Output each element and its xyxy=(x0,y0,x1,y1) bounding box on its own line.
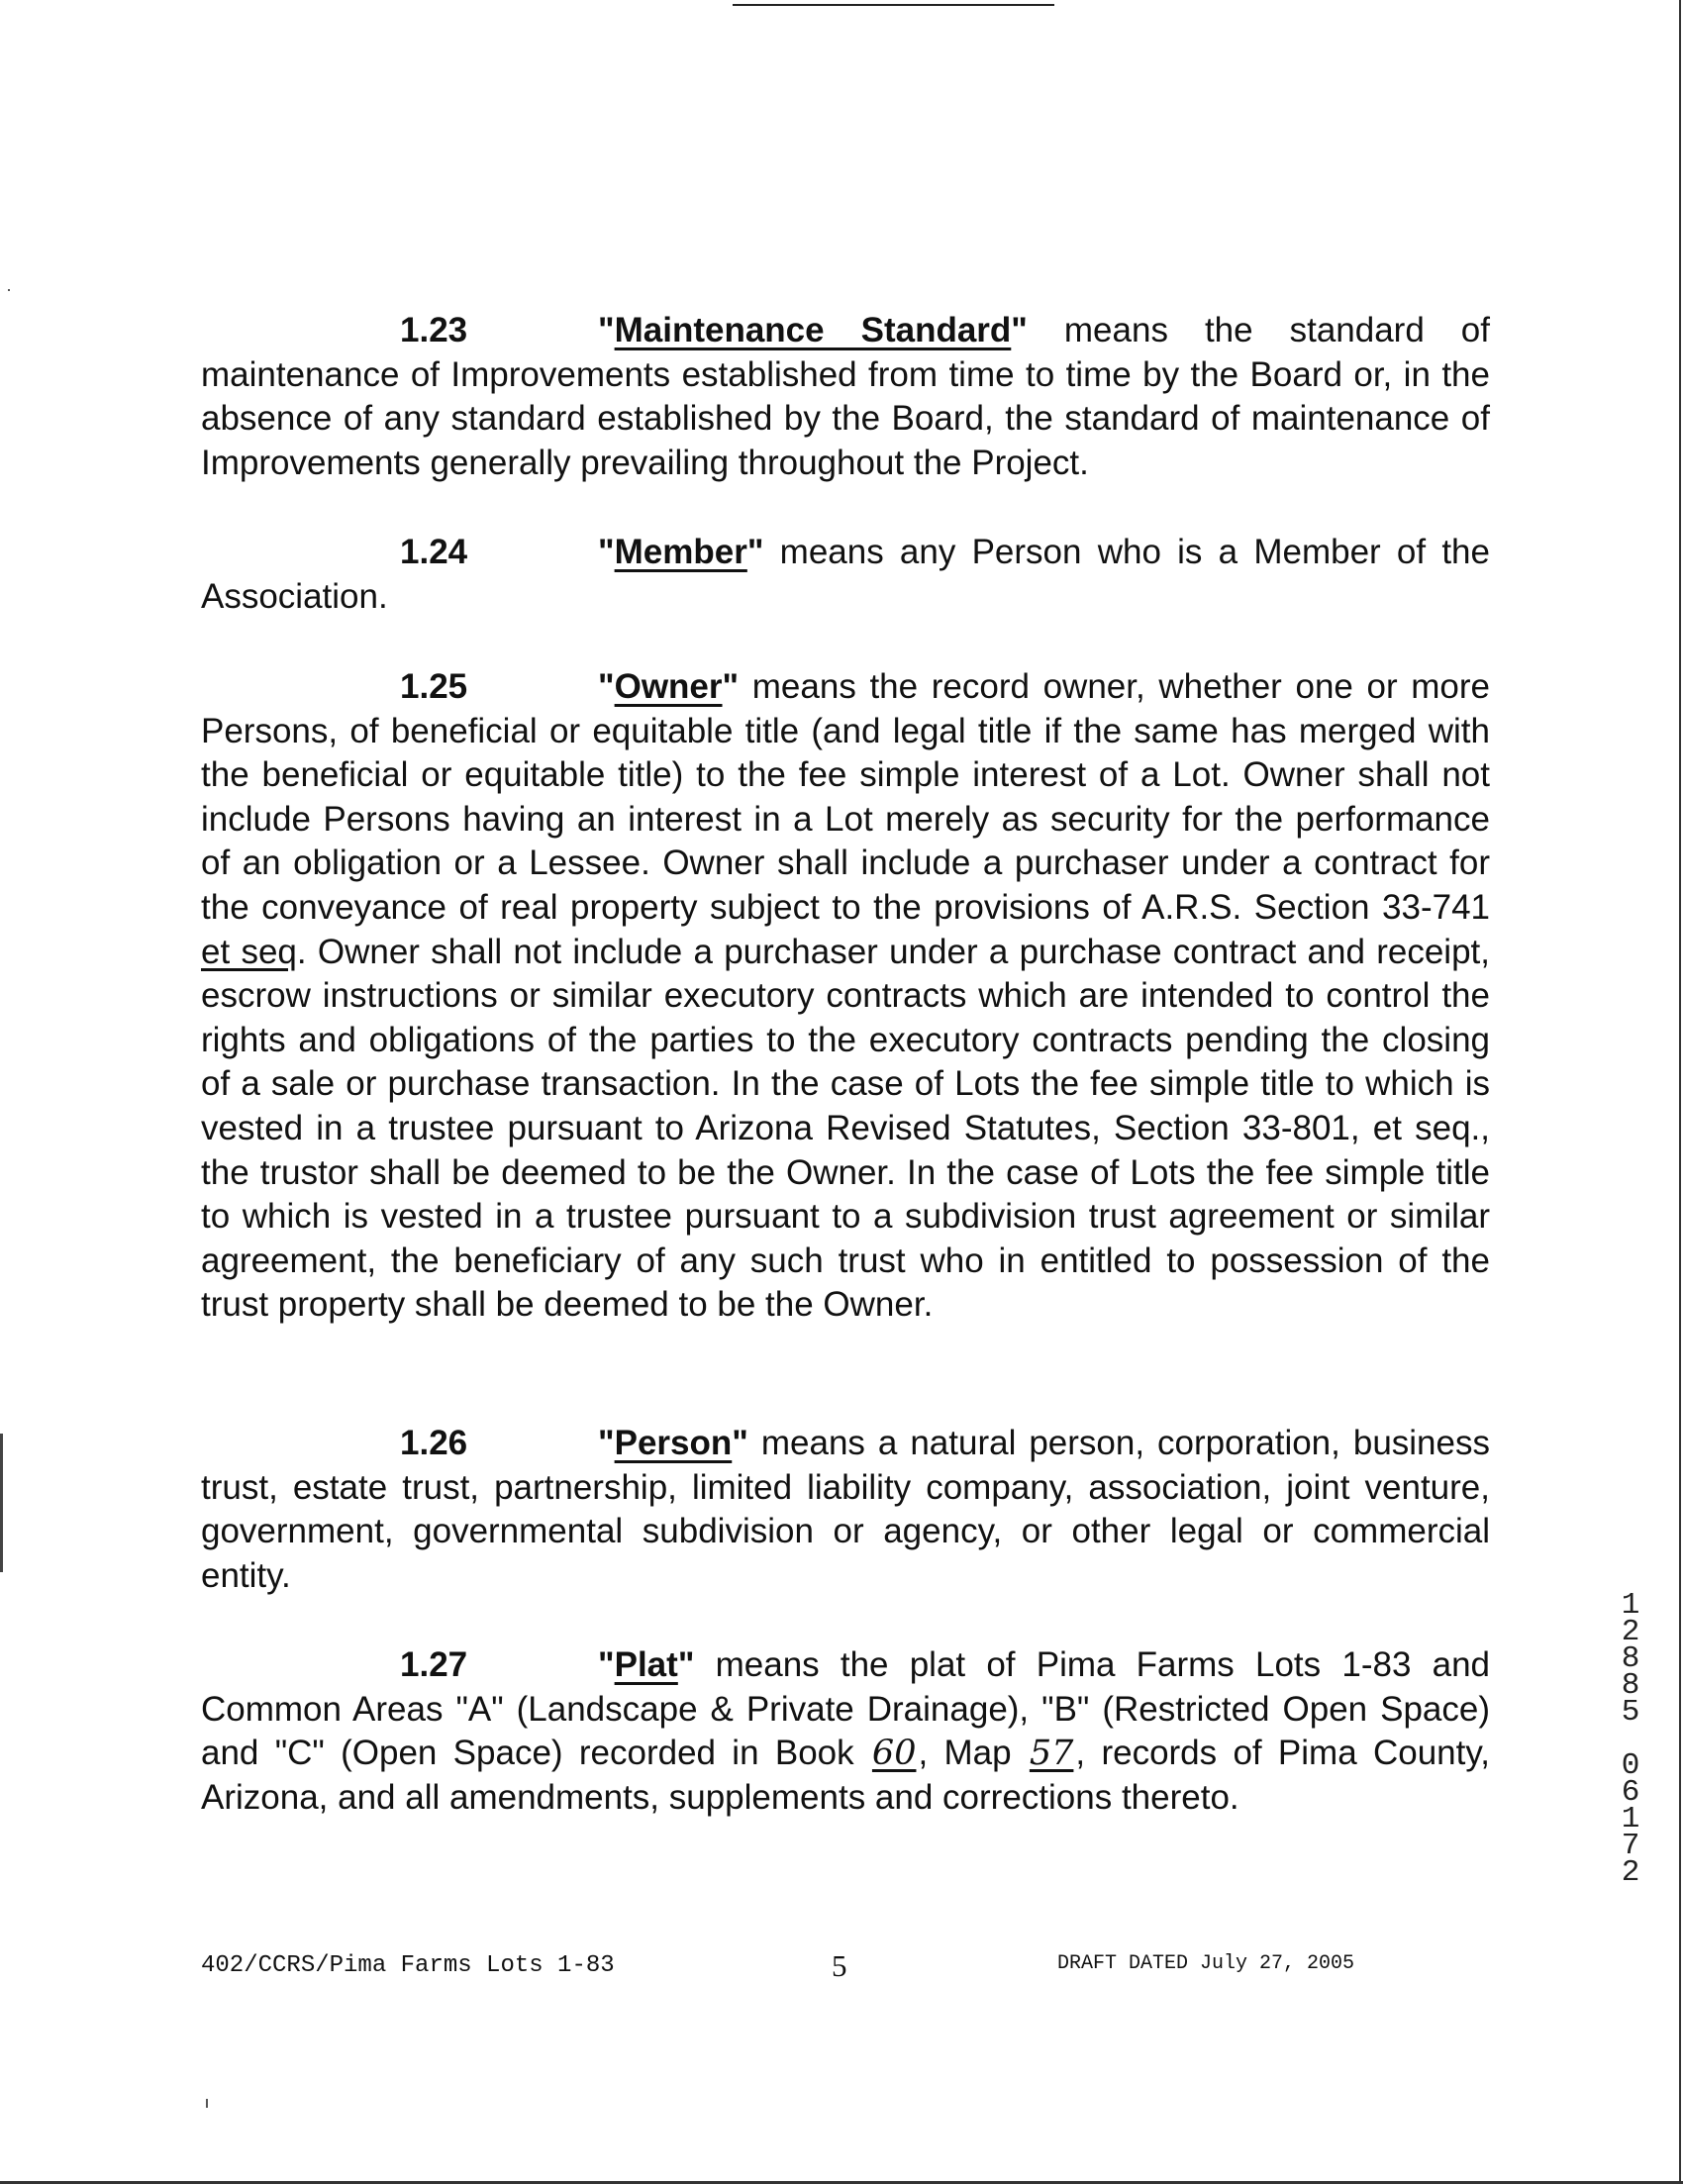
defined-term: "Plat" xyxy=(598,1645,695,1684)
top-edge-rule xyxy=(733,4,1054,6)
definition-text: means the record owner, whether one or more Persons, of beneficial or equitable title (and legal title if the same has merged with the beneficial or equitable title) to the fee simple interest of a Lot. Owner shall not include Persons having an interest in a Lot merely as security for the performance of an obligation or a Lessee. Owner shall include a purchaser under a contract for the conveyance of real property subject to the provisions of A.R.S. Section 33-741 xyxy=(201,667,1490,927)
definition-text: means a natural person, corporation, business trust, estate trust, partnership, limited liability company, association, joint venture, government, governmental subdivision or agency, or other legal or commercial entity. xyxy=(201,1424,1490,1595)
section-1-23 xyxy=(201,309,1490,485)
defined-term: "Maintenance Standard" xyxy=(598,311,1028,349)
section-1-25 xyxy=(201,665,1490,1328)
citation-et-seq: et seq xyxy=(201,932,297,971)
defined-term: "Owner" xyxy=(598,667,740,706)
footer-draft-date: DRAFT DATED July 27, 2005 xyxy=(1057,1952,1355,1975)
section-1-27 xyxy=(201,1643,1490,1820)
term-text: Plat xyxy=(614,1645,678,1684)
definition-text: means the standard of maintenance of Improvements established from time to time by the Board or, in the absence of any standard established by the Board, the standard of maintenance of Improvements generally prevailing throughout the Project. xyxy=(201,311,1490,482)
defined-term: "Member" xyxy=(598,533,764,571)
definition-text: means the plat of Pima Farms Lots 1-83 and Common Areas "A" (Landscape & Private Drainage), "B" (Restricted Open Space) and "C" (Open Space) recorded in Book xyxy=(201,1645,1490,1773)
footer-page-number: 5 xyxy=(832,1948,847,1983)
right-scan-border xyxy=(1679,0,1681,2184)
definition-text-map: , Map xyxy=(918,1734,1028,1773)
definition-text-end: , records of Pima County, Arizona, and all amendments, supplements and corrections thereto. xyxy=(201,1734,1490,1817)
scan-speck xyxy=(8,289,10,291)
footer-file-reference: 402/CCRS/Pima Farms Lots 1-83 xyxy=(201,1952,615,1979)
section-1-26 xyxy=(201,1422,1490,1598)
section-number: 1.23 xyxy=(400,311,468,349)
section-number: 1.26 xyxy=(400,1424,468,1462)
term-text: Maintenance Standard xyxy=(614,311,1012,349)
term-text: Member xyxy=(614,533,747,571)
stamp-page-digit: 6 xyxy=(1621,1775,1640,1810)
stamp-page-digit: 7 xyxy=(1621,1829,1640,1863)
section-number: 1.24 xyxy=(400,533,468,571)
stamp-book-digit: 8 xyxy=(1621,1641,1640,1676)
stamp-book-digit: 1 xyxy=(1621,1588,1640,1623)
handwritten-book-number: 60 xyxy=(871,1734,917,1774)
page-footer xyxy=(201,1948,1389,1988)
stamp-page-digit: 1 xyxy=(1621,1802,1640,1837)
stamp-book-digit: 5 xyxy=(1621,1695,1640,1730)
stamp-book-digit: 2 xyxy=(1621,1615,1640,1649)
recording-stamp xyxy=(1616,1588,1645,1890)
left-scan-mark xyxy=(0,1434,3,1572)
scan-speck xyxy=(206,2099,208,2108)
section-1-24 xyxy=(201,531,1490,619)
definition-text: means any Person who is a Member of the Association. xyxy=(201,533,1490,616)
stamp-page-digit: 0 xyxy=(1621,1748,1640,1783)
section-number: 1.27 xyxy=(400,1645,468,1684)
section-number: 1.25 xyxy=(400,667,468,706)
stamp-page-digit: 2 xyxy=(1621,1855,1640,1890)
stamp-book-digit: 8 xyxy=(1621,1668,1640,1703)
term-text: Person xyxy=(614,1424,733,1462)
handwritten-map-number: 57 xyxy=(1029,1734,1074,1774)
definition-text-continued: . Owner shall not include a purchaser under a purchase contract and receipt, escrow instructions or similar executory contracts which are intended to control the rights and obligations of the parties to the executory contracts pending the closing of a sale or purchase transaction. In the case of Lots the fee simple title to which is vested in a trustee pursuant to Arizona Revised Statutes, Section 33-801, et seq., the trustor shall be deemed to be the Owner. In the case of Lots the fee simple title to which is vested in a trustee pursuant to a subdivision trust agreement or similar agreement, the beneficiary of any such trust who in entitled to possession of the trust property shall be deemed to be the Owner. xyxy=(201,932,1490,1325)
term-text: Owner xyxy=(614,667,723,706)
defined-term: "Person" xyxy=(598,1424,748,1462)
